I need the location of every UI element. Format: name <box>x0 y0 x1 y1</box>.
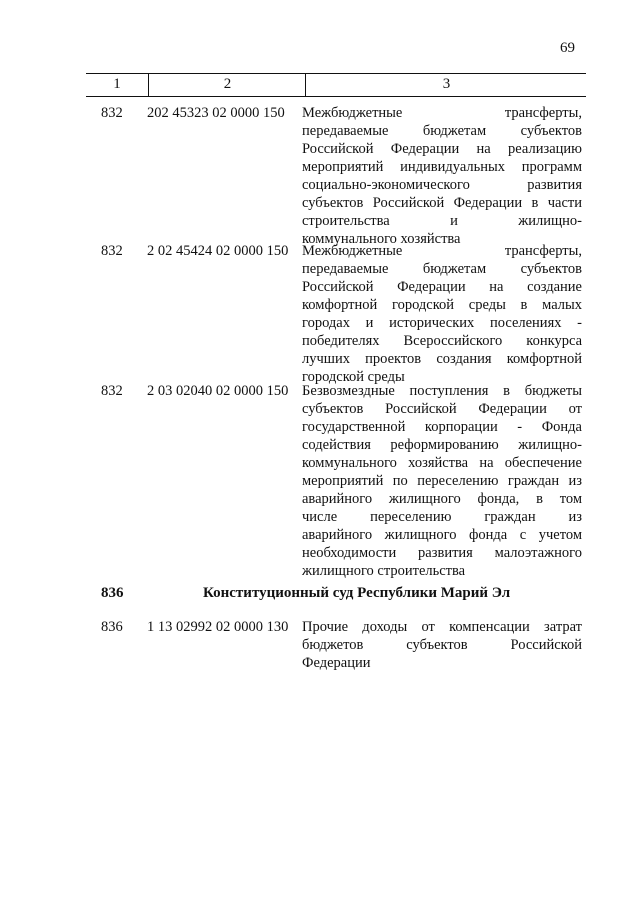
admin-code: 832 <box>101 105 123 121</box>
description-line: победителях Всероссийского конкурса <box>302 333 582 349</box>
description-line: коммунального хозяйства <box>302 231 461 247</box>
description-line: субъектов Российской Федерации в части <box>302 195 582 211</box>
description-line: коммунального хозяйства на обеспечение <box>302 455 582 471</box>
description-line: аварийного жилищного фонда, в том <box>302 491 582 507</box>
section-header <box>0 585 639 607</box>
description-line: государственной корпорации - Фонда <box>302 419 582 435</box>
revenue-code: 2 03 02040 02 0000 150 <box>147 383 289 399</box>
admin-code: 836 <box>101 619 123 635</box>
description-line: Федерации <box>302 655 371 671</box>
section-title: Конституционный суд Республики Марий Эл <box>203 585 511 601</box>
revenue-description <box>302 242 582 386</box>
admin-code: 832 <box>101 383 123 399</box>
description-line: жилищного строительства <box>302 563 466 579</box>
description-line: социально-экономического развития <box>302 177 582 193</box>
description-line: числе переселению граждан из <box>302 509 582 525</box>
revenue-code: 202 45323 02 0000 150 <box>147 105 285 121</box>
description-line: бюджетов субъектов Российской <box>302 637 582 653</box>
table-row <box>0 618 639 678</box>
description-line: аварийного жилищного фонда с учетом <box>302 527 582 543</box>
revenue-code: 1 13 02992 02 0000 130 <box>147 619 289 635</box>
description-line: передаваемые бюджетам субъектов <box>302 123 582 139</box>
revenue-description <box>302 104 582 248</box>
admin-code: 832 <box>101 243 123 259</box>
revenue-description <box>302 382 582 580</box>
revenue-code: 2 02 45424 02 0000 150 <box>147 243 289 259</box>
section-code: 836 <box>101 585 124 601</box>
description-line: содействия реформированию жилищно- <box>302 437 582 453</box>
description-line: городах и исторических поселениях - <box>302 315 582 331</box>
page-number: 69 <box>560 40 575 56</box>
revenue-description <box>302 618 582 672</box>
description-line: лучших проектов создания комфортной <box>302 351 582 367</box>
table-header <box>86 73 586 97</box>
description-line: Межбюджетные трансферты, <box>302 243 582 259</box>
description-line: Прочие доходы от компенсации затрат <box>302 619 582 635</box>
description-line: городской среды <box>302 369 405 385</box>
description-line: строительства и жилищно- <box>302 213 582 229</box>
description-line: мероприятий индивидуальных программ <box>302 159 582 175</box>
description-line: комфортной городской среды в малых <box>302 297 582 313</box>
description-line: субъектов Российской Федерации от <box>302 401 582 417</box>
description-line: Межбюджетные трансферты, <box>302 105 582 121</box>
description-line: необходимости развития малоэтажного <box>302 545 582 561</box>
table-row <box>0 104 639 248</box>
header-col-3: 3 <box>305 74 587 96</box>
description-line: Безвозмездные поступления в бюджеты <box>302 383 582 399</box>
header-col-1: 1 <box>113 76 121 92</box>
description-line: Российской Федерации на создание <box>302 279 582 295</box>
header-col-2: 2 <box>148 74 306 96</box>
description-line: Российской Федерации на реализацию <box>302 141 582 157</box>
table-row <box>0 382 639 580</box>
description-line: передаваемые бюджетам субъектов <box>302 261 582 277</box>
table-row <box>0 242 639 386</box>
description-line: мероприятий по переселению граждан из <box>302 473 582 489</box>
